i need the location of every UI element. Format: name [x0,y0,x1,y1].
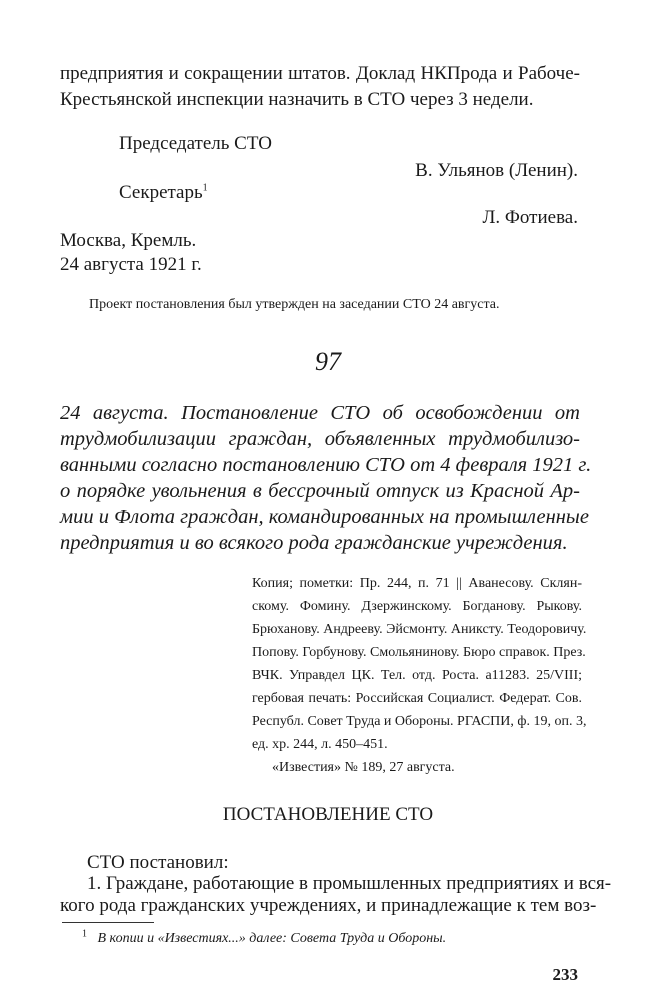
date: 24 августа 1921 г. [60,254,202,275]
source-line: Копия; пометки: Пр. 244, п. 71 || Аванесову. Склян- [252,576,582,591]
footnote-text: В копии и «Известиях...» далее: Совета Труда и Обороны. [97,931,447,946]
source-line: Республ. Совет Труда и Обороны. РГАСПИ, ф. 19, оп. 3, [252,714,587,729]
heading-line: предприятия и во всякого рода гражданские учреждения. [60,532,568,554]
chair-signature: В. Ульянов (Ленин). [415,160,578,181]
heading-line: 24 августа. Постановление СТО об освобождении от [60,402,580,424]
secretary-signature: Л. Фотиева. [482,207,578,228]
document-number: 97 [315,347,341,376]
heading-line: о порядке увольнения в бессрочный отпуск из Красной Ар- [60,480,580,502]
source-line: Попову. Горбунову. Смольянинову. Бюро справок. През. [252,645,586,660]
footnote-marker: 1 [82,928,87,940]
body-line: СТО постановил: [87,852,229,873]
source-line: скому. Фомину. Дзержинскому. Богданову. Рыкову. [252,599,582,614]
body-line: предприятия и сокращении штатов. Доклад НКПрода и Рабоче- [60,63,580,84]
body-line: 1. Граждане, работающие в промышленных предприятиях и вся- [87,873,612,894]
source-line: Брюханову. Андрееву. Эйсмонту. Аниксту. Теодоровичу. [252,622,587,637]
page-number: 233 [552,965,578,984]
source-line: гербовая печать: Российская Социалист. Федерат. Сов. [252,691,582,706]
approval-note: Проект постановления был утвержден на заседании СТО 24 августа. [89,297,500,312]
chair-title: Председатель СТО [119,133,272,154]
heading-line: мии и Флота граждан, командированных на промышленные [60,506,589,528]
place: Москва, Кремль. [60,230,197,251]
section-title: ПОСТАНОВЛЕНИЕ СТО [222,804,434,825]
publication-source: «Известия» № 189, 27 августа. [272,760,455,775]
footnote-rule [62,922,154,923]
footnote [82,929,446,949]
body-line: кого рода гражданских учреждениях, и принадлежащие к тем воз- [60,895,597,916]
heading-line: ванными согласно постановлению СТО от 4 февраля 1921 г. [60,454,592,476]
body-line: Крестьянской инспекции назначить в СТО через 3 недели. [60,89,534,110]
secretary-title: Секретарь$^1$ [119,182,208,203]
heading-line: трудмобилизации граждан, объявленных трудмобилизо- [60,428,580,450]
source-line: ед. хр. 244, л. 450–451. [252,737,388,752]
source-line: ВЧК. Управдел ЦК. Тел. отд. Роста. а11283. 25/VIII; [252,668,582,683]
footnote-marker: 1 [202,182,208,194]
